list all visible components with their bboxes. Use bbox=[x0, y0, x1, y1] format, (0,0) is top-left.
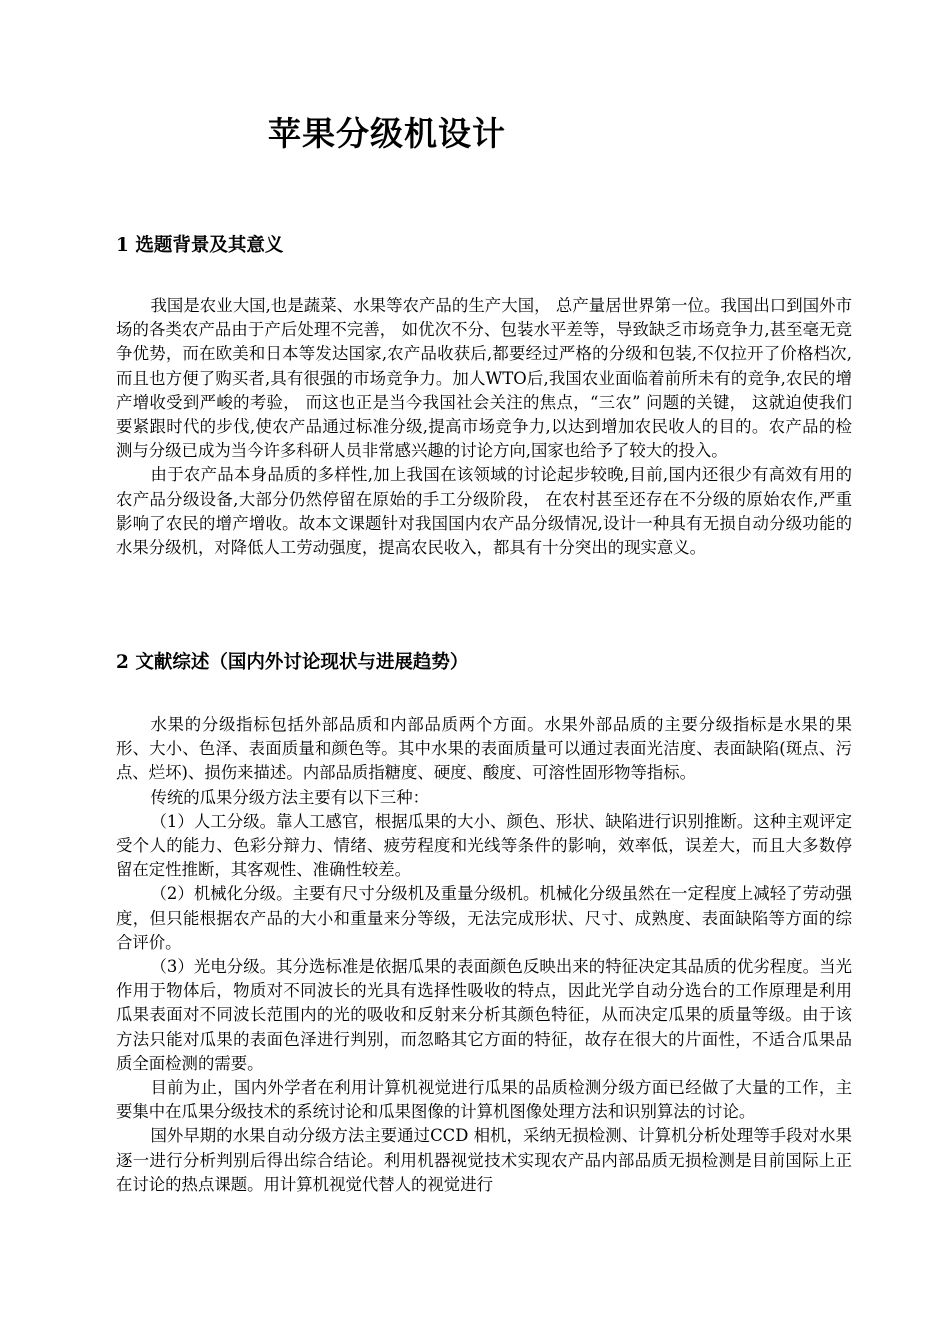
section-body-background bbox=[116, 294, 852, 560]
paragraph: （3）光电分级。其分选标准是依据瓜果的表面颜色反映出来的特征决定其品质的优劣程度。当光作用于物体后，物质对不同波长的光具有选择性吸收的特点，因此光学自动分选台的工作原理是利用瓜果表面对不同波长范围内的光的吸收和反射来分析其颜色特征，从而决定瓜果的质量等级。由于该方法只能对瓜果的表面色泽进行判别，而忽略其它方面的特征，故存在很大的片面性，不适合瓜果品质全面检测的需要。 bbox=[116, 957, 852, 1073]
paragraph: （1）人工分级。靠人工感官，根据瓜果的大小、颜色、形状、缺陷进行识别推断。这种主观评定受个人的能力、色彩分辩力、情绪、疲劳程度和光线等条件的影响，效率低，误差大，而且大多数停留在定性推断，其客观性、准确性较差。 bbox=[116, 811, 852, 880]
paragraph: （2）机械化分级。主要有尺寸分级机及重量分级机。机械化分级虽然在一定程度上减轻了劳动强度，但只能根据农产品的大小和重量来分等级，无法完成形状、尺寸、成熟度、表面缺陷等方面的综合评价。 bbox=[116, 884, 852, 952]
paragraph: 国外早期的水果自动分级方法主要通过CCD 相机，采纳无损检测、计算机分析处理等手段对水果逐一进行分析判别后得出综合结论。利用机器视觉技术实现农产品内部品质无损检测是目前国际上正在讨论的热点课题。用计算机视觉代替人的视觉进行 bbox=[116, 1126, 852, 1194]
paragraph: 我国是农业大国,也是蔬菜、水果等农产品的生产大国， 总产量居世界第一位。我国出口到国外市场的各类农产品由于产后处理不完善， 如优次不分、包装水平差等，导致缺乏市场竞争力,甚至毫无竞争优势，而在欧美和日本等发达国家,农产品收获后,都要经过严格的分级和包装,不仅拉开了价格档次,而且也方便了购买者,具有很强的市场竞争力。加人WTO后,我国农业面临着前所未有的竞争,农民的增产增收受到严峻的考验， 而这也正是当今我国社会关注的焦点，“三农” 问题的关键， 这就迫使我们要紧跟时代的步伐,使农产品通过标准分级,提高市场竞争力,以达到增加农民收人的目的。农产品的检测与分级已成为当今许多科研人员非常感兴趣的讨论方向,国家也给予了较大的投入。 bbox=[116, 296, 852, 461]
document-title: 苹果分级机设计 bbox=[268, 114, 506, 153]
paragraph: 目前为止，国内外学者在利用计算机视觉进行瓜果的品质检测分级方面已经做了大量的工作，主要集中在瓜果分级技术的系统讨论和瓜果图像的计算机图像处理方法和识别算法的讨论。 bbox=[116, 1078, 852, 1122]
section-heading-background: 1 选题背景及其意义 bbox=[116, 235, 284, 256]
section-heading-literature-review: 2 文献综述（国内外讨论现状与进展趋势） bbox=[116, 652, 469, 673]
paragraph: 由于农产品本身品质的多样性,加上我国在该领域的讨论起步较晚,目前,国内还很少有高效有用的农产品分级设备,大部分仍然停留在原始的手工分级阶段， 在农村甚至还存在不分级的原始农作,严重影响了农民的增产增收。故本文课题针对我国国内农产品分级情况,设计一种具有无损自动分级功能的水果分级机，对降低人工劳动强度，提高农民收入，都具有十分突出的现实意义。 bbox=[116, 465, 852, 558]
paragraph: 传统的瓜果分级方法主要有以下三种： bbox=[150, 787, 430, 807]
paragraph: 水果的分级指标包括外部品质和内部品质两个方面。水果外部品质的主要分级指标是水果的果形、大小、色泽、表面质量和颜色等。其中水果的表面质量可以通过表面光洁度、表面缺陷(斑点、污点、烂坏)、损伤来描述。内部品质指糖度、硬度、酸度、可溶性固形物等指标。 bbox=[116, 715, 852, 783]
section-body-literature-review bbox=[116, 713, 852, 1197]
